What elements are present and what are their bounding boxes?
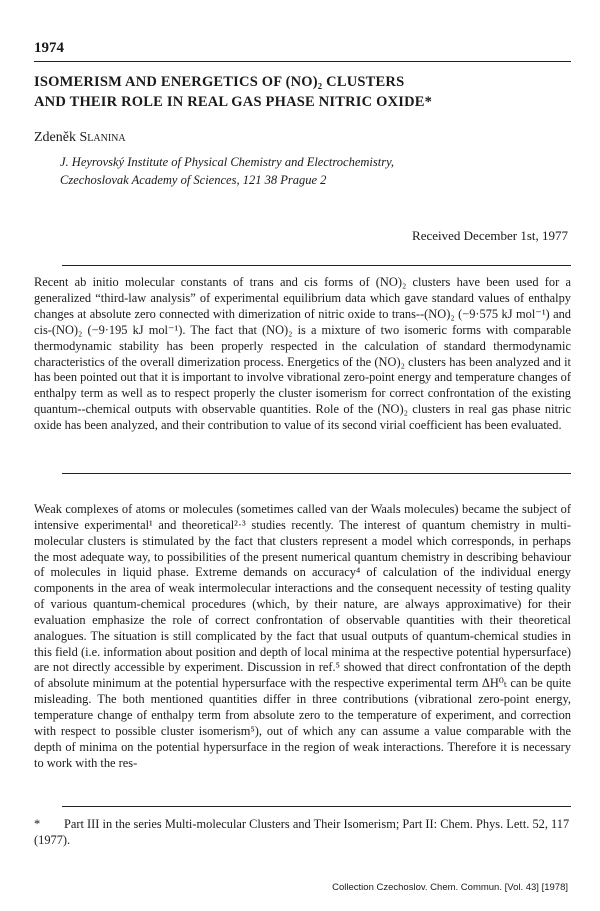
affiliation-line-1: J. Heyrovský Institute of Physical Chemistry and Electrochemistry, [60,155,395,169]
author-last-name: Slanina [79,130,126,145]
footnote-marker: * [34,817,41,831]
footnote-rule [62,806,571,807]
journal-footer: Collection Czechoslov. Chem. Commun. [Vol. 43] [1978] [332,882,568,893]
body-text: Weak complexes of atoms or molecules (sometimes called van der Waals molecules) became the subject of intensive experimental¹ and theoretical²·³ studies recently. The interest of quantum chemistry in multi-molecular clusters is stimulated by the fact that clusters represent a model which corresponds, in perhaps the most adequate way, to possibilities of the present numerical quantum chemistry in describing behaviour of molecules in liquid phase. Extreme demands on accuracy⁴ of calculation of the individual energy components in the area of weak intermolecular interactions and the consequent necessity of testing quality of various quantum-chemical procedures (which, by their nature, are always approximative) for their evaluation emphasize the role of correct confrontation of observable quantities with their theoretical analogues. The situation is still complicated by the fact that usual outputs of quantum-chemical studies in this field (i.e. information about position and depth of local minima at the respective potential hypersurface) are not directly accessible by experiment. Discussion in ref.⁵ showed that direct confrontation of the depth of absolute minimum at the potential hypersurface with the respective experimental term ΔH⁰ₜ can be quite misleading. The both mentioned quantities differ in three contributions (vibrational zero-point energy, temperature change of enthalpy term from absolute zero to the temperature of experiment, and correction with respect to possible cluster isomerism⁵), out of which any can assume a value comparable with the depth of minima on the potential hypersurface in the region of weak interactions. Therefore it is necessary to work with the res- [34,502,571,770]
article-title [34,72,574,112]
received-date: Received December 1st, 1977 [412,228,568,243]
abstract-top-rule [62,265,571,266]
header-rule [34,61,571,62]
abstract-bottom-rule [62,473,571,474]
title-line-1: ISOMERISM AND ENERGETICS OF (NO)₂ CLUSTERS [34,74,405,90]
footnote-text: Part III in the series Multi-molecular Clusters and Their Isomerism; Part II: Chem. Phys. Lett. 52, 117 (1977). [34,817,570,847]
footnote [34,816,571,848]
page-number: 1974 [34,40,64,56]
author-name [34,130,126,146]
affiliation [60,153,560,189]
abstract: Recent ab initio molecular constants of trans and cis forms of (NO)₂ clusters have been used for a generalized “third-law analysis” of experimental equilibrium data which gave standard values of enthalpy changes at absolute zero connected with dimerization of nitric oxide to trans--(NO)₂ (−9·575 kJ mol⁻¹) and cis-(NO)₂ (−9·195 kJ mol⁻¹). The fact that (NO)₂ is a mixture of two isomeric forms with comparable thermodynamic stability has been properly respected in the calculation of standard thermodynamic characteristics of the overall dimerization process. Energetics of the (NO)₂ clusters has been analyzed and it has been pointed out that it is important to involve vibrational zero-point energy and temperature changes of enthalpy term as well as to respect properly the cluster isomerism for correct confrontation of the existing quantum--chemical outputs with observable quantities. Role of the (NO)₂ clusters in real gas phase nitric oxide has been analyzed, and their contribution to value of its second virial coefficient has been evaluated. [34,275,571,433]
author-first-name: Zdeněk [34,130,76,145]
title-line-2: AND THEIR ROLE IN REAL GAS PHASE NITRIC OXIDE* [34,94,433,110]
affiliation-line-2: Czechoslovak Academy of Sciences, 121 38 Prague 2 [60,173,327,187]
